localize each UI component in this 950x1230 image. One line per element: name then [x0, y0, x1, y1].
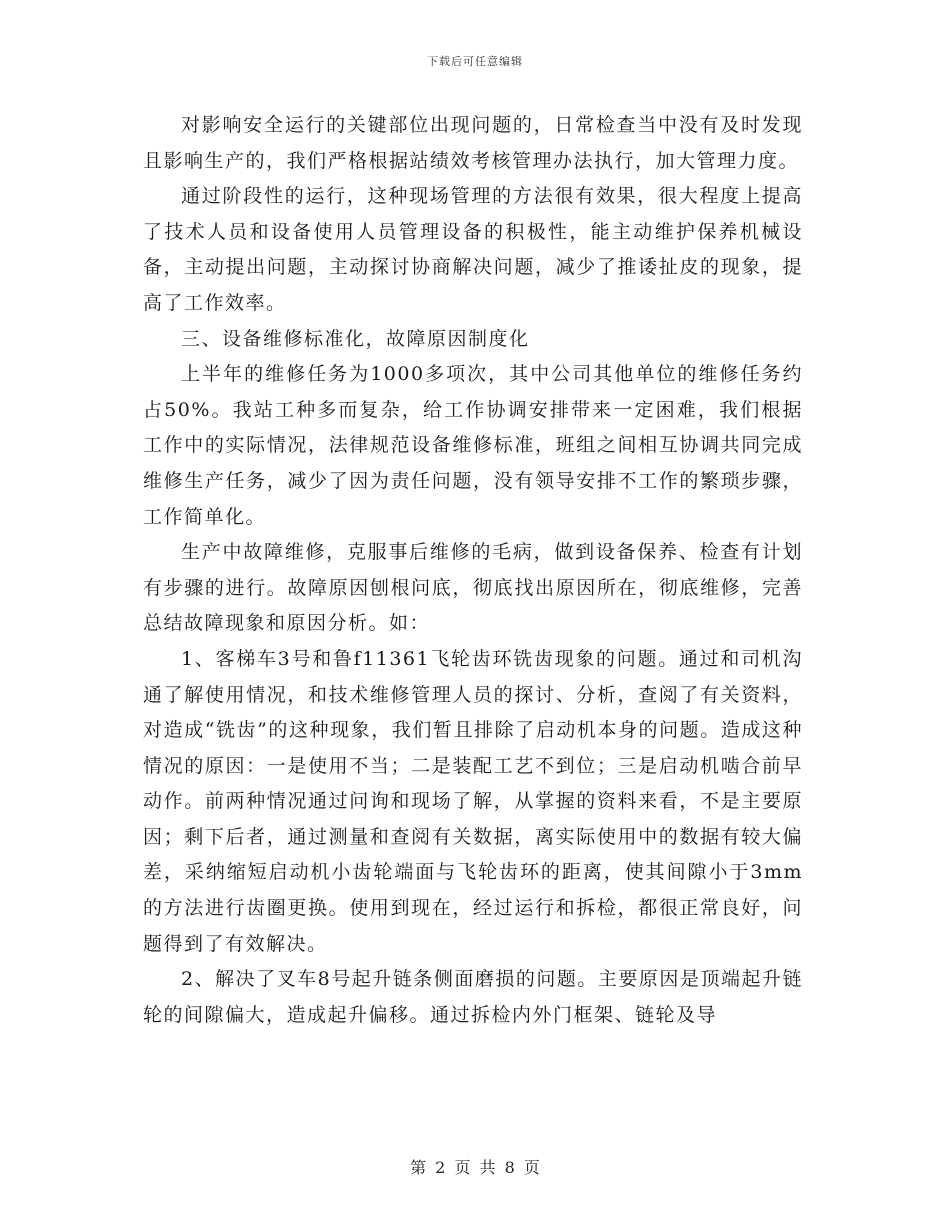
paragraph-1: 对影响安全运行的关键部位出现问题的，日常检查当中没有及时发现且影响生产的，我们严格根据站绩效考核管理办法执行，加大管理力度。: [143, 114, 803, 172]
paragraph-7: 2、解决了叉车8号起升链条侧面磨损的问题。主要原因是顶端起升链轮的间隙偏大，造成起升偏移。通过拆检内外门框架、链轮及导: [143, 968, 803, 1026]
document-body: [143, 108, 803, 1033]
paragraph-4: 上半年的维修任务为1000多项次，其中公司其他单位的维修任务约占50%。我站工种多而复杂，给工作协调安排带来一定困难，我们根据工作中的实际情况，法律规范设备维修标准，班组之间相互协调共同完成维修生产任务，减少了因为责任问题，没有领导安排不工作的繁琐步骤，工作简单化。: [143, 363, 803, 528]
section-heading-3: 三、设备维修标准化，故障原因制度化: [181, 327, 530, 350]
paragraph-2: 通过阶段性的运行，这种现场管理的方法很有效果，很大程度上提高了技术人员和设备使用人员管理设备的积极性，能主动维护保养机械设备，主动提出问题，主动探讨协商解决问题，减少了推诿扯皮的现象，提高了工作效率。: [143, 185, 803, 314]
paragraph-5: 生产中故障维修，克服事后维修的毛病，做到设备保养、检查有计划有步骤的进行。故障原因刨根问底，彻底找出原因所在，彻底维修，完善总结故障现象和原因分析。如：: [143, 541, 803, 635]
page-number: 第 2 页 共 8 页: [410, 1158, 540, 1177]
page-header: 下载后可任意编辑: [427, 55, 523, 68]
paragraph-6: 1、客梯车3号和鲁f11361飞轮齿环铣齿现象的问题。通过和司机沟通了解使用情况，和技术维修管理人员的探讨、分析，查阅了有关资料，对造成“铣齿”的这种现象，我们暂且排除了启动机本身的问题。造成这种情况的原因：一是使用不当；二是装配工艺不到位；三是启动机啮合前早动作。前两种情况通过问询和现场了解，从掌握的资料来看，不是主要原因；剩下后者，通过测量和查阅有关数据，离实际使用中的数据有较大偏差，采纳缩短启动机小齿轮端面与飞轮齿环的距离，使其间隙小于3mm的方法进行齿圈更换。使用到现在，经过运行和拆检，都很正常良好，问题得到了有效解决。: [143, 647, 803, 955]
